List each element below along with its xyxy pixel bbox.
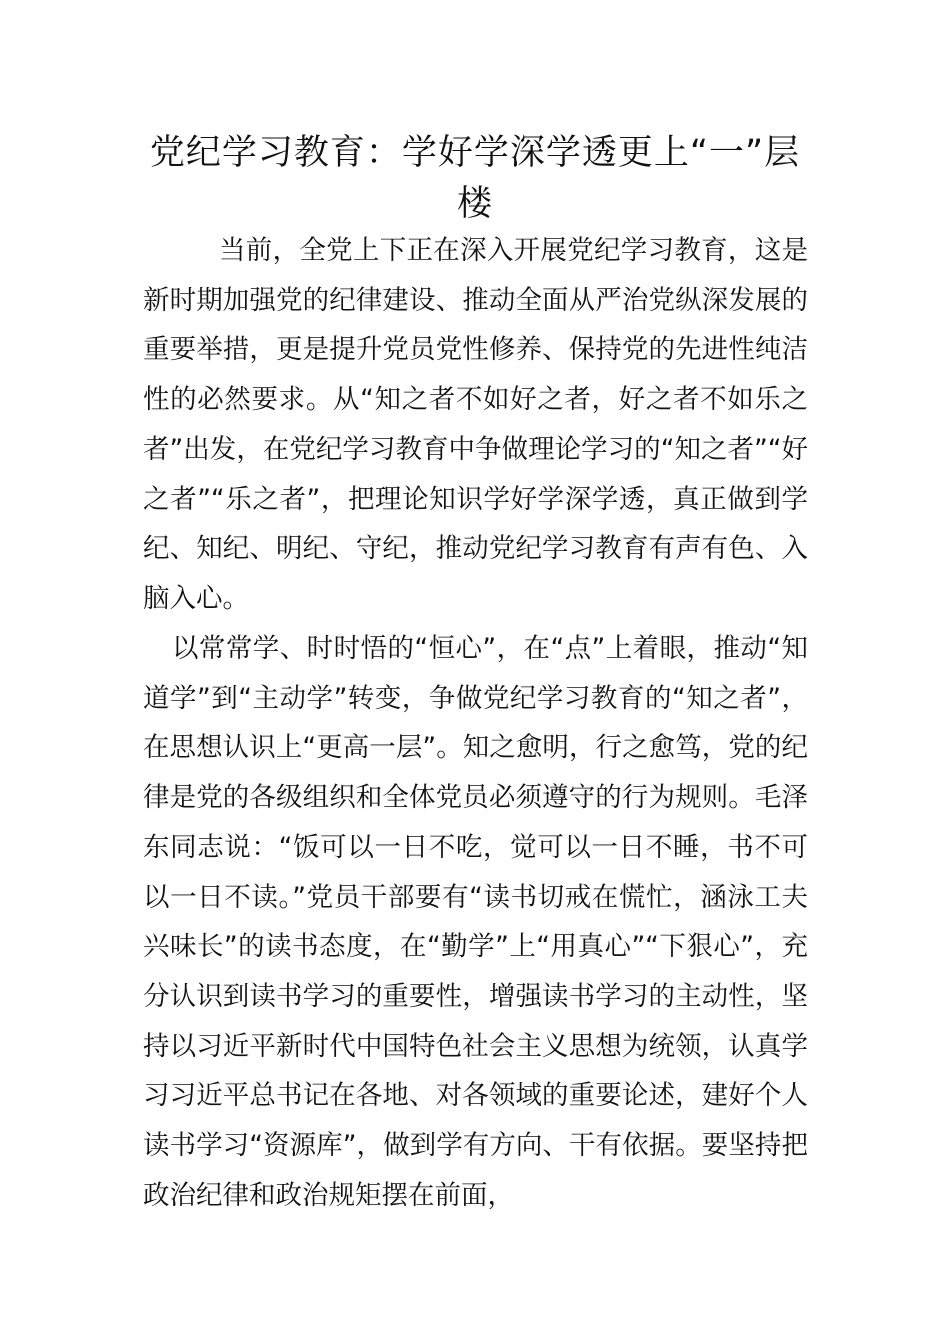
paragraph-zhizhizhe: 以常常学、时时悟的“恒心”，在“点”上着眼，推动“知道学”到“主动学”转变，争做党纪学习教育的“知之者”，在思想认识上“更高一层”。知之愈明，行之愈笃，党的纪律是党的各级组织和全体党员必须遵守的行为规则。毛泽东同志说：“饭可以一日不吃，觉可以一日不睡，书不可以一日不读。”党员干部要有“读书切戒在慌忙，涵泳工夫兴味长”的读书态度，在“勤学”上“用真心”“下狠心”，充分认识到读书学习的重要性，增强读书学习的主动性，坚持以习近平新时代中国特色社会主义思想为统领，认真学习习近平总书记在各地、对各领域的重要论述，建好个人读书学习“资源库”，做到学有方向、干有依据。要坚持把政治纪律和政治规矩摆在前面， bbox=[143, 633, 808, 1211]
document-title: 党纪学习教育：学好学深学透更上“一”层楼 bbox=[149, 133, 801, 224]
paragraph-intro: 当前，全党上下正在深入开展党纪学习教育，这是新时期加强党的纪律建设、推动全面从严治党纵深发展的重要举措，更是提升党员党性修养、保持党的先进性纯洁性的必然要求。从“知之者不如好之者，好之者不如乐之者”出发，在党纪学习教育中争做理论学习的“知之者”“好之者”“乐之者”，把理论知识学好学深学透，真正做到学纪、知纪、明纪、守纪，推动党纪学习教育有声有色、入脑入心。 bbox=[143, 235, 808, 614]
